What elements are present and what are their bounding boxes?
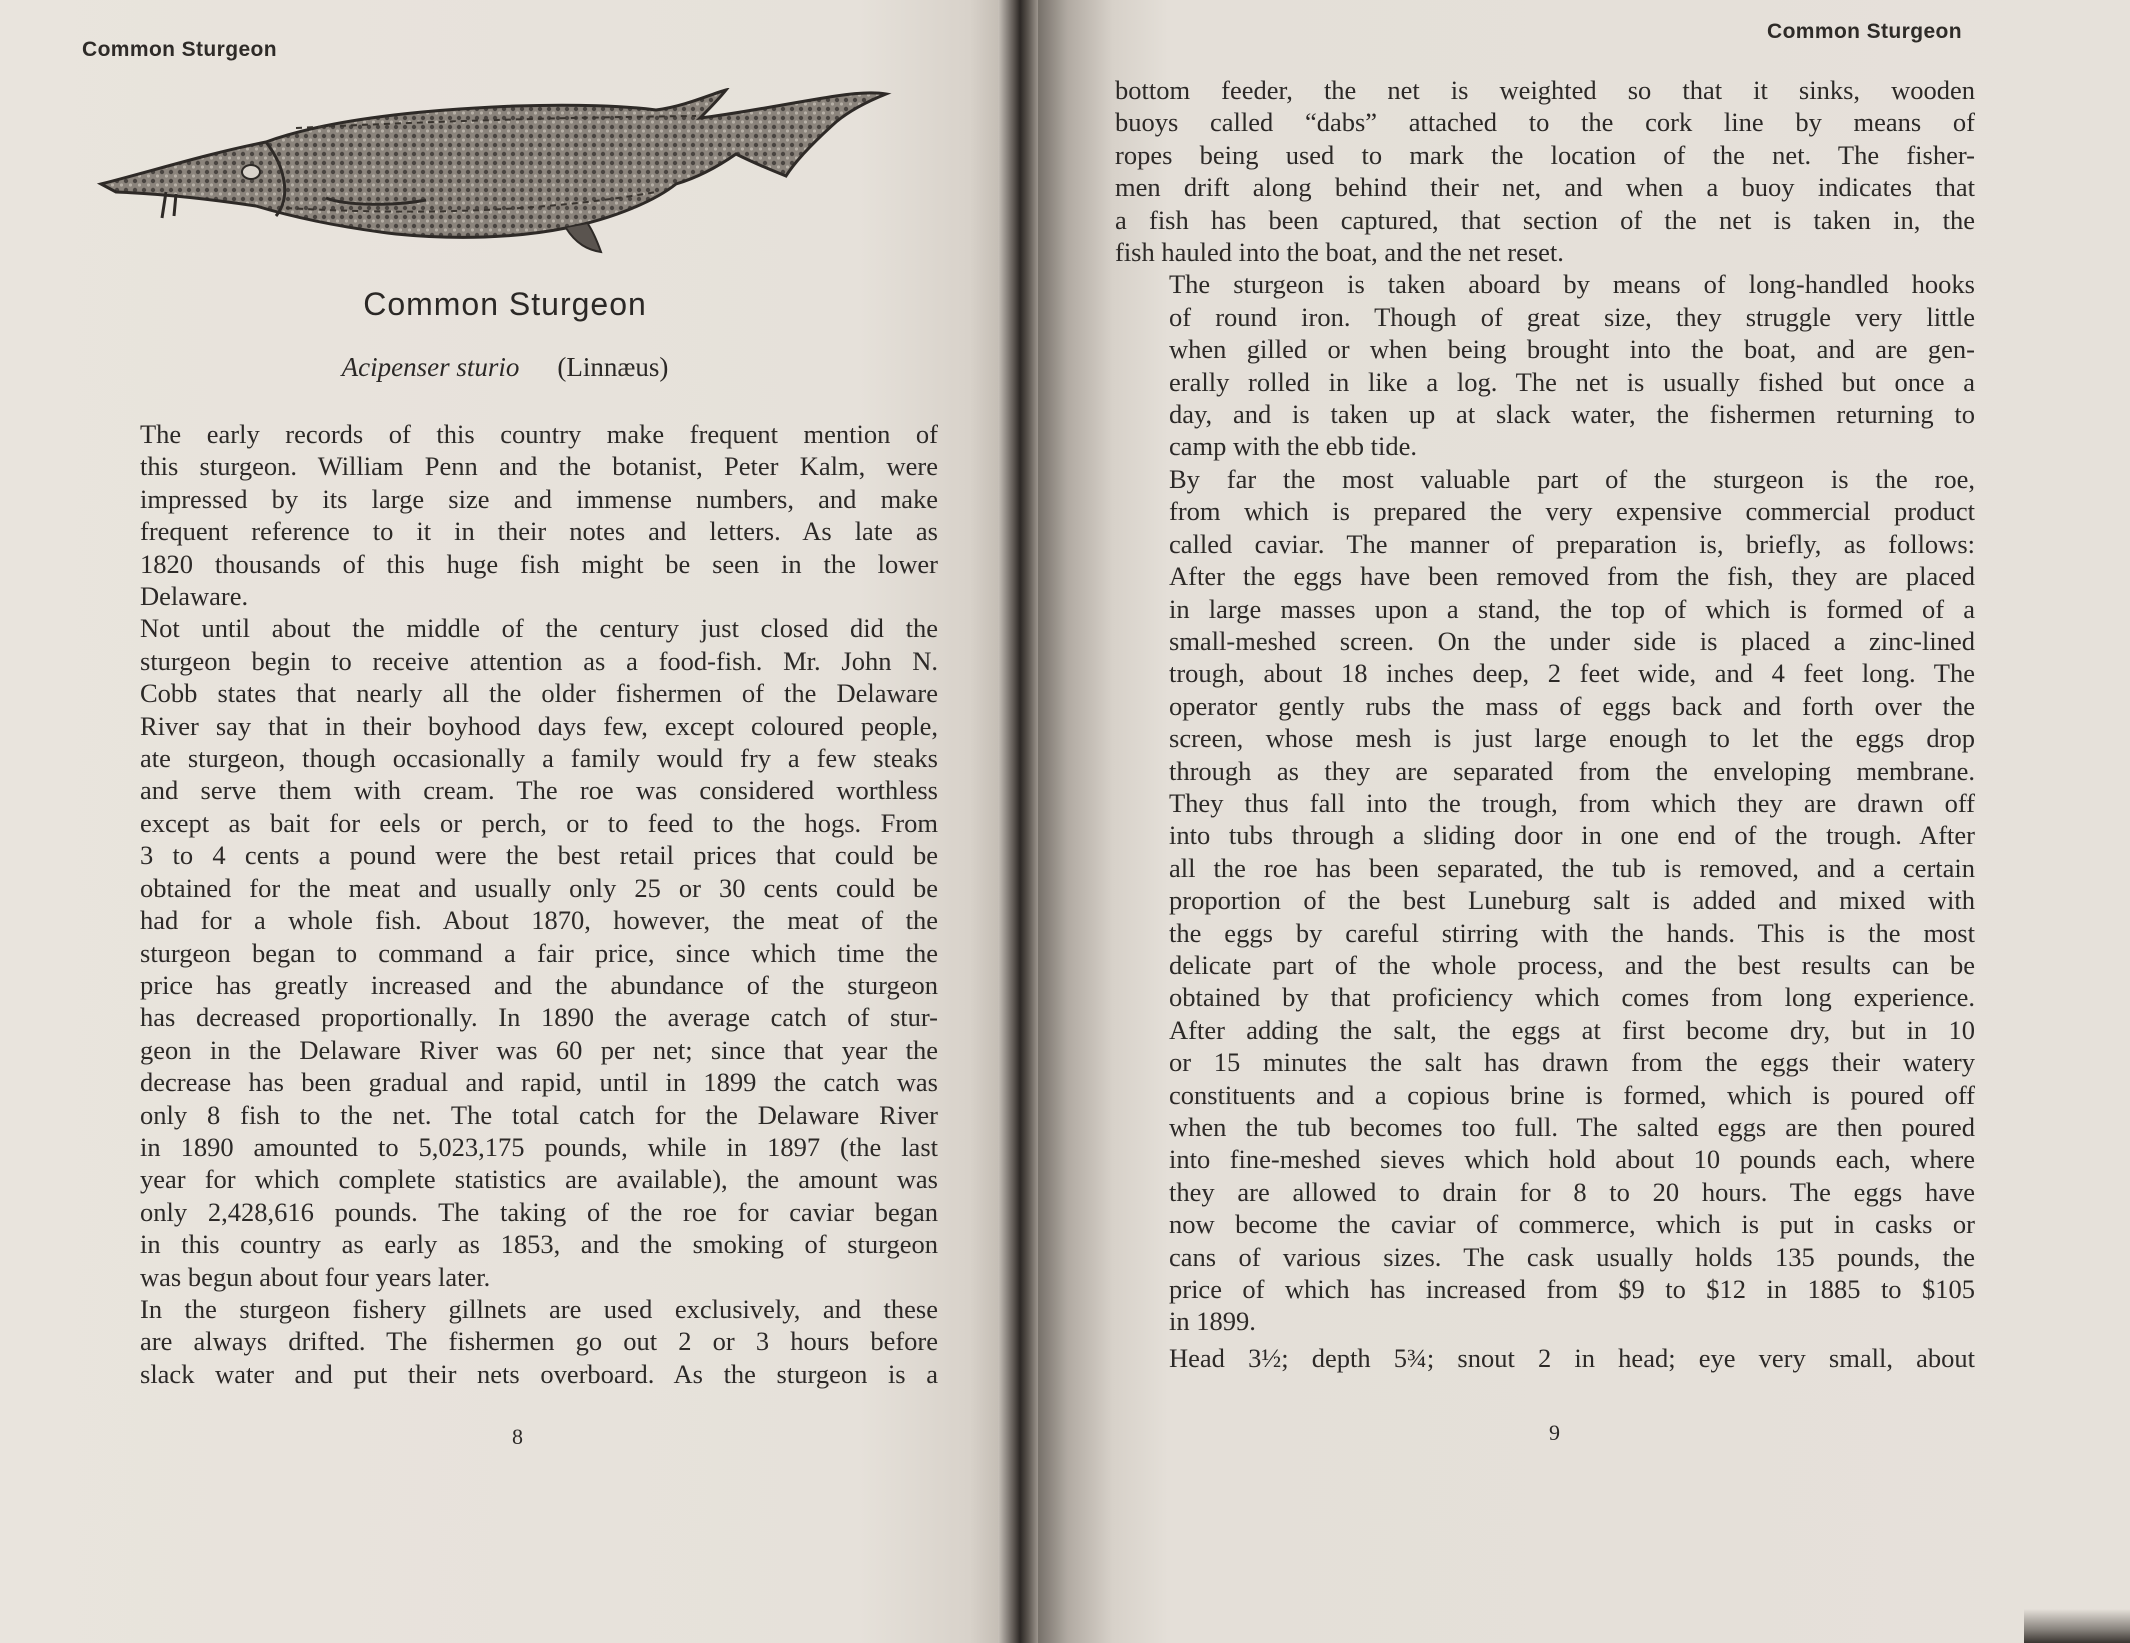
text-line: Delaware. [140, 581, 249, 612]
paragraph [86, 418, 938, 612]
text-line: buoys called “dabs” attached to the cork line by means of [1115, 107, 1975, 138]
text-line: a fish has been captured, that section of the net is taken in, the [1115, 204, 1975, 235]
text-line: from which is prepared the very expensive commercial product [1169, 496, 1975, 527]
text-line: obtained for the meat and usually only 25 or 30 cents could be [140, 872, 938, 903]
right-running-head: Common Sturgeon [1767, 20, 1962, 43]
text-line: are always drifted. The fishermen go out 2 or 3 hours before [140, 1326, 938, 1357]
text-line: constituents and a copious brine is formed, which is poured off [1169, 1079, 1975, 1110]
text-line: River say that in their boyhood days few, except coloured people, [140, 710, 938, 741]
text-line: through as they are separated from the enveloping membrane. [1169, 755, 1975, 786]
right-page-number: 9 [1549, 1420, 1560, 1445]
text-line: only 2,428,616 pounds. The taking of the roe for caviar began [140, 1196, 938, 1227]
text-line: After adding the salt, the eggs at first become dry, but in 10 [1169, 1014, 1975, 1045]
text-line: obtained by that proficiency which comes from long experience. [1169, 982, 1975, 1013]
text-line: ropes being used to mark the location of the net. The fisher- [1115, 139, 1975, 170]
text-line: sturgeon began to command a fair price, since which time the [140, 937, 938, 968]
text-line: this sturgeon. William Penn and the botanist, Peter Kalm, were [140, 451, 938, 482]
text-line: frequent reference to it in their notes and letters. As late as [140, 516, 938, 547]
text-line: Head 3½; depth 5¾; snout 2 in head; eye very small, about [1169, 1342, 1975, 1373]
text-line: 3 to 4 cents a pound were the best retail prices that could be [140, 840, 938, 871]
text-line: in large masses upon a stand, the top of which is formed of a [1169, 593, 1975, 624]
paragraph [1115, 1342, 1975, 1374]
text-line: The early records of this country make frequent mention of [140, 419, 938, 449]
sturgeon-illustration [96, 88, 936, 258]
binding-shadow [2024, 1609, 2130, 1643]
text-line: trough, about 18 inches deep, 2 feet wide, and 4 feet long. The [1169, 658, 1975, 689]
text-line: The sturgeon is taken aboard by means of long-handled hooks [1169, 269, 1975, 300]
paragraph [1115, 74, 1975, 268]
left-body-text [86, 418, 938, 1390]
text-line: Not until about the middle of the century just closed did the [140, 613, 938, 644]
text-line: in 1890 amounted to 5,023,175 pounds, while in 1897 (the last [140, 1131, 938, 1162]
text-line: decrease has been gradual and rapid, until in 1899 the catch was [140, 1067, 938, 1098]
text-line: sturgeon begin to receive attention as a food-fish. Mr. John N. [140, 645, 938, 676]
text-line: they are allowed to drain for 8 to 20 hours. The eggs have [1169, 1176, 1975, 1207]
text-line: except as bait for eels or perch, or to feed to the hogs. From [140, 807, 938, 838]
text-line: In the sturgeon fishery gillnets are used exclusively, and these [140, 1293, 938, 1324]
text-line: had for a whole fish. About 1870, however, the meat of the [140, 905, 938, 936]
text-line: or 15 minutes the salt has drawn from the eggs their watery [1169, 1047, 1975, 1078]
right-body-text [1115, 74, 1975, 1374]
left-page-number: 8 [512, 1424, 523, 1449]
text-line: men drift along behind their net, and when a buoy indicates that [1115, 172, 1975, 203]
text-line: was begun about four years later. [140, 1261, 491, 1292]
left-running-head: Common Sturgeon [82, 38, 277, 61]
text-line: slack water and put their nets overboard. As the sturgeon is a [140, 1358, 938, 1389]
text-line: small-meshed screen. On the under side is placed a zinc-lined [1169, 625, 1975, 656]
text-line: price of which has increased from $9 to $12 in 1885 to $105 [1169, 1274, 1975, 1305]
text-line: fish hauled into the boat, and the net reset. [1115, 237, 1564, 268]
text-line: erally rolled in like a log. The net is usually fished but once a [1169, 366, 1975, 397]
text-line: geon in the Delaware River was 60 per net; since that year the [140, 1034, 938, 1065]
text-line: ate sturgeon, though occasionally a family would fry a few steaks [140, 743, 938, 774]
text-line: 1820 thousands of this huge fish might be seen in the lower [140, 548, 938, 579]
paragraph [1115, 268, 1975, 462]
article-title: Common Sturgeon [363, 286, 647, 322]
scientific-name-line [0, 352, 1010, 383]
paragraph [86, 612, 938, 1293]
text-line: when the tub becomes too full. The salted eggs are then poured [1169, 1112, 1975, 1142]
text-line: into tubs through a sliding door in one end of the trough. After [1169, 820, 1975, 851]
text-line: only 8 fish to the net. The total catch for the Delaware River [140, 1099, 938, 1130]
text-line: price has greatly increased and the abundance of the sturgeon [140, 969, 938, 1000]
text-line: when gilled or when being brought into the boat, and are gen- [1169, 334, 1975, 365]
text-line: bottom feeder, the net is weighted so that it sinks, wooden [1115, 75, 1975, 105]
text-line: and serve them with cream. The roe was considered worthless [140, 775, 938, 806]
text-line: camp with the ebb tide. [1169, 431, 1417, 462]
paragraph [86, 1293, 938, 1390]
text-line: into fine-meshed sieves which hold about 10 pounds each, where [1169, 1144, 1975, 1175]
text-line: delicate part of the whole process, and the best results can be [1169, 949, 1975, 980]
book-gutter [998, 0, 1038, 1643]
left-page [0, 0, 1010, 1643]
text-line: all the roe has been separated, the tub is removed, and a certain [1169, 852, 1975, 883]
name-authority: (Linnæus) [557, 352, 669, 382]
text-line: By far the most valuable part of the sturgeon is the roe, [1169, 463, 1975, 494]
text-line: in 1899. [1169, 1306, 1256, 1337]
sturgeon-drawing [96, 88, 936, 258]
text-line: proportion of the best Luneburg salt is added and mixed with [1169, 885, 1975, 916]
text-line: the eggs by careful stirring with the hands. This is the most [1169, 917, 1975, 948]
paragraph [1115, 463, 1975, 1338]
text-line: called caviar. The manner of preparation is, briefly, as follows: [1169, 528, 1975, 559]
text-line: screen, whose mesh is just large enough to let the eggs drop [1169, 723, 1975, 754]
text-line: They thus fall into the trough, from which they are drawn off [1169, 787, 1975, 818]
text-line: has decreased proportionally. In 1890 the average catch of stur- [140, 1002, 938, 1033]
text-line: impressed by its large size and immense numbers, and make [140, 483, 938, 514]
text-line: Cobb states that nearly all the older fishermen of the Delaware [140, 678, 938, 709]
text-line: day, and is taken up at slack water, the fishermen returning to [1169, 399, 1975, 430]
scientific-name: Acipenser sturio [341, 352, 520, 382]
text-line: cans of various sizes. The cask usually holds 135 pounds, the [1169, 1241, 1975, 1272]
text-line: of round iron. Though of great size, they struggle very little [1169, 301, 1975, 332]
right-page [1012, 0, 2130, 1643]
text-line: now become the caviar of commerce, which is put in casks or [1169, 1209, 1975, 1240]
text-line: in this country as early as 1853, and the smoking of sturgeon [140, 1229, 938, 1260]
text-line: After the eggs have been removed from the fish, they are placed [1169, 561, 1975, 592]
text-line: year for which complete statistics are available), the amount was [140, 1164, 938, 1195]
text-line: operator gently rubs the mass of eggs back and forth over the [1169, 690, 1975, 721]
